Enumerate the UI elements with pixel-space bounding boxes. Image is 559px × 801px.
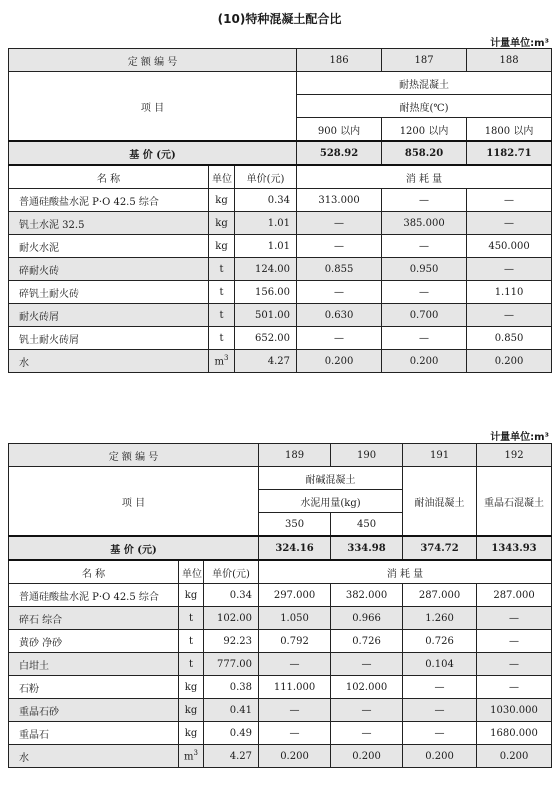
material-unit <box>209 235 235 258</box>
unit-price: 1.01 <box>235 212 297 235</box>
material-row <box>9 327 552 350</box>
material-unit <box>209 212 235 235</box>
consumption-value: 0.200 <box>467 350 552 373</box>
consume-header: 消 耗 量 <box>297 165 552 189</box>
consumption-value: 0.200 <box>477 745 552 768</box>
material-row <box>9 350 552 373</box>
base-price-row <box>9 536 552 560</box>
consumption-value: 450.000 <box>467 235 552 258</box>
consume-header: 消 耗 量 <box>259 560 552 584</box>
consumption-value: — <box>382 327 467 350</box>
consumption-value: 0.200 <box>259 745 331 768</box>
consumption-value: — <box>477 630 552 653</box>
unit-price: 92.23 <box>204 630 259 653</box>
unit-price: 156.00 <box>235 281 297 304</box>
unit-text: t <box>219 263 224 275</box>
unit-text: kg <box>215 194 228 206</box>
consumption-value: 382.000 <box>331 584 403 607</box>
code-label: 定 额 编 号 <box>9 444 259 467</box>
base-value: 324.16 <box>259 536 331 560</box>
base-value: 1182.71 <box>467 141 552 165</box>
unit-superscript: 3 <box>193 749 198 758</box>
unit-text: m <box>184 751 194 763</box>
material-name: 水 <box>9 745 179 768</box>
unit-price: 0.34 <box>204 584 259 607</box>
consumption-value: 0.850 <box>467 327 552 350</box>
base-value: 858.20 <box>382 141 467 165</box>
subgroup-label: 水泥用量(kg) <box>259 490 403 513</box>
consumption-value: 0.855 <box>297 258 382 281</box>
material-row <box>9 745 552 768</box>
unit-price: 102.00 <box>204 607 259 630</box>
consumption-value: 111.000 <box>259 676 331 699</box>
code-cell: 190 <box>331 444 403 467</box>
unit-label-2: 计量单位:m³ <box>490 432 549 443</box>
material-row <box>9 281 552 304</box>
consumption-value: 0.104 <box>403 653 477 676</box>
group-label: 耐碱混凝土 <box>259 467 403 490</box>
material-name: 碎石 综合 <box>9 607 179 630</box>
material-name: 石粉 <box>9 676 179 699</box>
base-value: 528.92 <box>297 141 382 165</box>
code-cell: 187 <box>382 49 467 72</box>
unit-superscript: 3 <box>224 354 229 363</box>
consumption-value: 0.200 <box>403 745 477 768</box>
material-name: 耐火水泥 <box>9 235 209 258</box>
material-row <box>9 189 552 212</box>
material-row <box>9 584 552 607</box>
unit-price: 0.49 <box>204 722 259 745</box>
sub-label: 900 以内 <box>297 118 382 142</box>
unit-price: 1.01 <box>235 235 297 258</box>
material-unit <box>179 607 204 630</box>
unit-text: t <box>219 332 224 344</box>
unit-text: kg <box>184 704 198 716</box>
consumption-value: 0.200 <box>331 745 403 768</box>
consumption-value: — <box>477 653 552 676</box>
header-row <box>9 560 552 584</box>
consumption-value: 297.000 <box>259 584 331 607</box>
material-unit <box>209 281 235 304</box>
unit-text: t <box>188 658 194 670</box>
material-unit <box>179 699 204 722</box>
material-row <box>9 212 552 235</box>
material-name: 碎钒土耐火砖 <box>9 281 209 304</box>
material-unit <box>179 676 204 699</box>
material-name: 钒土耐火砖屑 <box>9 327 209 350</box>
material-name: 重晶石砂 <box>9 699 179 722</box>
consumption-value: 1.110 <box>467 281 552 304</box>
base-label: 基 价 (元) <box>9 536 259 560</box>
unit-header: 单位 <box>209 165 235 189</box>
col3-label: 耐油混凝土 <box>403 467 477 537</box>
unit-price: 652.00 <box>235 327 297 350</box>
material-name: 黄砂 净砂 <box>9 630 179 653</box>
item-label: 项 目 <box>9 72 297 142</box>
material-name: 耐火砖屑 <box>9 304 209 327</box>
material-row <box>9 699 552 722</box>
material-row <box>9 258 552 281</box>
consumption-value: — <box>297 281 382 304</box>
consumption-value: — <box>331 699 403 722</box>
material-unit <box>209 189 235 212</box>
consumption-value: — <box>403 676 477 699</box>
item-label: 项 目 <box>9 467 259 537</box>
consumption-value: — <box>331 722 403 745</box>
unit-price: 4.27 <box>235 350 297 373</box>
consumption-value: — <box>403 699 477 722</box>
consumption-value: — <box>259 699 331 722</box>
mix-ratio-table-2 <box>8 443 552 768</box>
name-header: 名 称 <box>9 560 179 584</box>
base-value: 334.98 <box>331 536 403 560</box>
consumption-value: — <box>477 607 552 630</box>
base-label: 基 价 (元) <box>9 141 297 165</box>
consumption-value: 1.050 <box>259 607 331 630</box>
material-row <box>9 630 552 653</box>
unit-text: t <box>188 612 194 624</box>
consumption-value: — <box>259 722 331 745</box>
consumption-value: — <box>382 235 467 258</box>
material-unit <box>209 350 235 373</box>
material-name: 重晶石 <box>9 722 179 745</box>
material-name: 碎耐火砖 <box>9 258 209 281</box>
unit-text: t <box>219 309 224 321</box>
unit-header: 单位 <box>179 560 204 584</box>
unit-text: m <box>214 356 224 368</box>
consumption-value: 0.700 <box>382 304 467 327</box>
table1-body <box>9 189 552 373</box>
base-value: 1343.93 <box>477 536 552 560</box>
material-unit <box>179 584 204 607</box>
consumption-value: 1030.000 <box>477 699 552 722</box>
material-name: 水 <box>9 350 209 373</box>
consumption-value: 0.200 <box>382 350 467 373</box>
consumption-value: — <box>467 304 552 327</box>
sub-label: 450 <box>331 513 403 537</box>
material-row <box>9 607 552 630</box>
consumption-value: 0.630 <box>297 304 382 327</box>
unit-price: 0.34 <box>235 189 297 212</box>
sub-label: 350 <box>259 513 331 537</box>
code-cell: 186 <box>297 49 382 72</box>
material-name: 白坩土 <box>9 653 179 676</box>
unit-price: 124.00 <box>235 258 297 281</box>
consumption-value: 1.260 <box>403 607 477 630</box>
header-row <box>9 165 552 189</box>
consumption-value: — <box>382 281 467 304</box>
consumption-value: 0.726 <box>331 630 403 653</box>
code-cell: 188 <box>467 49 552 72</box>
code-cell: 191 <box>403 444 477 467</box>
consumption-value: 0.200 <box>297 350 382 373</box>
section-title: (10)特种混凝土配合比 <box>217 12 342 26</box>
material-unit <box>209 258 235 281</box>
unit-label-1: 计量单位:m³ <box>490 38 549 49</box>
group-label: 耐热混凝土 <box>297 72 552 95</box>
material-name: 普通硅酸盐水泥 P·O 42.5 综合 <box>9 189 209 212</box>
material-name: 钒土水泥 32.5 <box>9 212 209 235</box>
unit-text: kg <box>215 240 228 252</box>
mix-ratio-table-1 <box>8 48 552 373</box>
sub-label: 1800 以内 <box>467 118 552 142</box>
group-row <box>9 467 552 490</box>
consumption-value: 102.000 <box>331 676 403 699</box>
table2-body <box>9 584 552 768</box>
consumption-value: 1680.000 <box>477 722 552 745</box>
name-header: 名 称 <box>9 165 209 189</box>
consumption-value: 313.000 <box>297 189 382 212</box>
material-unit <box>179 722 204 745</box>
material-unit <box>209 304 235 327</box>
unit-text: kg <box>184 727 198 739</box>
consumption-value: 287.000 <box>403 584 477 607</box>
consumption-value: 0.792 <box>259 630 331 653</box>
consumption-value: 0.726 <box>403 630 477 653</box>
unit-text: t <box>188 635 194 647</box>
code-cell: 192 <box>477 444 552 467</box>
material-row <box>9 235 552 258</box>
code-row <box>9 49 552 72</box>
unit-text: kg <box>184 589 198 601</box>
code-label: 定 额 编 号 <box>9 49 297 72</box>
consumption-value: — <box>259 653 331 676</box>
consumption-value: 287.000 <box>477 584 552 607</box>
consumption-value: 0.950 <box>382 258 467 281</box>
consumption-value: — <box>477 676 552 699</box>
consumption-value: — <box>297 327 382 350</box>
base-value: 374.72 <box>403 536 477 560</box>
material-unit <box>179 630 204 653</box>
unit-price: 0.38 <box>204 676 259 699</box>
consumption-value: — <box>331 653 403 676</box>
material-unit <box>179 653 204 676</box>
base-price-row <box>9 141 552 165</box>
material-row <box>9 653 552 676</box>
consumption-value: — <box>382 189 467 212</box>
consumption-value: — <box>467 189 552 212</box>
price-header: 单价(元) <box>235 165 297 189</box>
consumption-value: — <box>467 258 552 281</box>
material-unit <box>179 745 204 768</box>
price-header: 单价(元) <box>204 560 259 584</box>
unit-text: kg <box>215 217 228 229</box>
consumption-value: 0.966 <box>331 607 403 630</box>
col4-label: 重晶石混凝土 <box>477 467 552 537</box>
unit-price: 777.00 <box>204 653 259 676</box>
material-row <box>9 722 552 745</box>
subgroup-label: 耐热度(℃) <box>297 95 552 118</box>
consumption-value: 385.000 <box>382 212 467 235</box>
consumption-value: — <box>403 722 477 745</box>
sub-label: 1200 以内 <box>382 118 467 142</box>
code-cell: 189 <box>259 444 331 467</box>
unit-price: 4.27 <box>204 745 259 768</box>
material-row <box>9 304 552 327</box>
unit-price: 501.00 <box>235 304 297 327</box>
code-row <box>9 444 552 467</box>
consumption-value: — <box>297 235 382 258</box>
consumption-value: — <box>297 212 382 235</box>
unit-text: t <box>219 286 224 298</box>
unit-price: 0.41 <box>204 699 259 722</box>
consumption-value: — <box>467 212 552 235</box>
material-unit <box>209 327 235 350</box>
group-row <box>9 72 552 95</box>
material-row <box>9 676 552 699</box>
unit-text: kg <box>184 681 198 693</box>
material-name: 普通硅酸盐水泥 P·O 42.5 综合 <box>9 584 179 607</box>
